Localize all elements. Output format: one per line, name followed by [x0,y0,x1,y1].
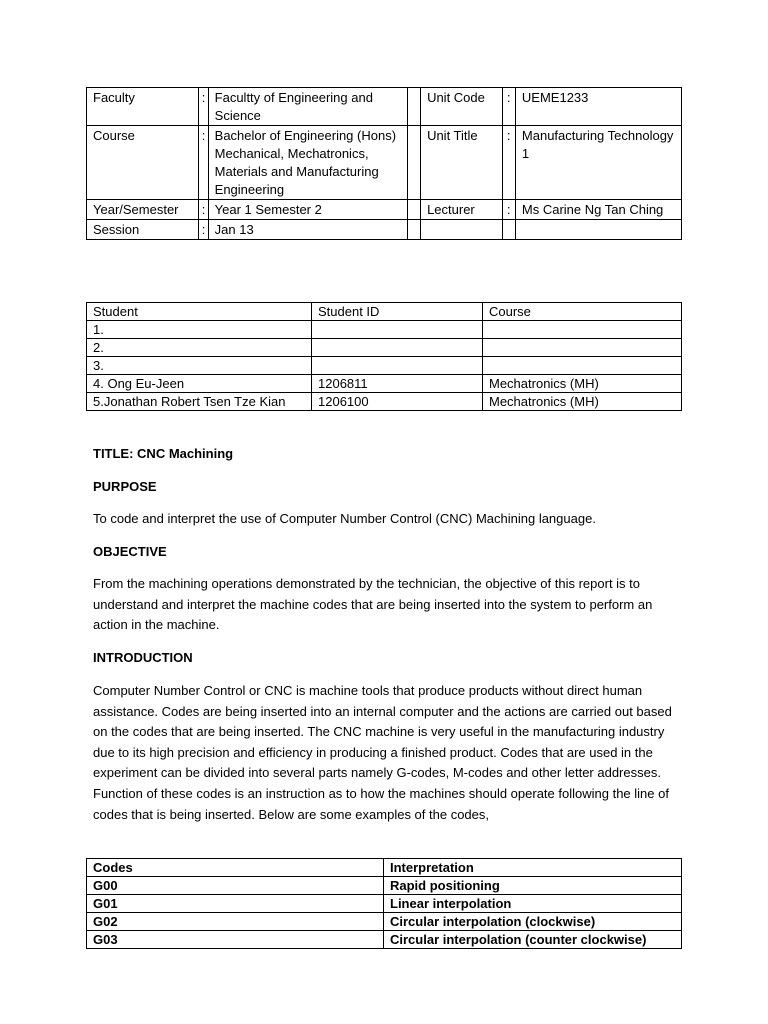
table-row [87,877,682,895]
code-value: G02 [87,913,384,931]
table-row [87,339,682,357]
info-row-session [87,220,682,240]
student-name: 2. [87,339,312,357]
empty-cell [421,220,502,240]
unit-title-label: Unit Title [421,126,502,200]
student-course [483,357,682,375]
student-table [86,302,682,411]
codes-table [86,858,682,949]
student-id [312,357,483,375]
interpretation-header: Interpretation [384,859,682,877]
student-course [483,339,682,357]
student-course: Mechatronics (MH) [483,375,682,393]
table-row [87,375,682,393]
student-header: Student [87,303,312,321]
faculty-label: Faculty [87,88,199,126]
purpose-text: To code and interpret the use of Computer Number Control (CNC) Machining language. [93,511,596,526]
code-value: G00 [87,877,384,895]
purpose-heading: PURPOSE [93,479,157,494]
spacer-cell [407,220,420,240]
student-name: 1. [87,321,312,339]
colon: : [199,220,208,240]
year-value: Year 1 Semester 2 [208,200,407,220]
code-interpretation: Circular interpolation (clockwise) [384,913,682,931]
empty-cell [502,220,515,240]
colon: : [502,200,515,220]
student-course: Mechatronics (MH) [483,393,682,411]
student-id [312,321,483,339]
spacer-cell [407,88,420,126]
code-value: G03 [87,931,384,949]
code-interpretation: Linear interpolation [384,895,682,913]
lecturer-value: Ms Carine Ng Tan Ching [515,200,681,220]
spacer-cell [407,126,420,200]
course-info-table [86,87,682,240]
empty-cell [515,220,681,240]
colon: : [199,200,208,220]
course-header: Course [483,303,682,321]
student-name: 3. [87,357,312,375]
introduction-heading: INTRODUCTION [93,650,193,665]
course-label: Course [87,126,199,200]
student-name: 5.Jonathan Robert Tsen Tze Kian [87,393,312,411]
student-id: 1206100 [312,393,483,411]
course-value: Bachelor of Engineering (Hons) Mechanical, Mechatronics, Materials and Manufacturing Engineering [208,126,407,200]
report-title: TITLE: CNC Machining [93,446,234,461]
info-row-course [87,126,682,200]
unit-title-value: Manufacturing Technology 1 [515,126,681,200]
student-name: 4. Ong Eu-Jeen [87,375,312,393]
code-value: G01 [87,895,384,913]
objective-text: From the machining operations demonstrated by the technician, the objective of this report is to understand and interpret the machine codes that are being inserted into the system to perform an action in the machine. [93,576,653,633]
code-interpretation: Circular interpolation (counter clockwise) [384,931,682,949]
session-label: Session [87,220,199,240]
codes-header: Codes [87,859,384,877]
student-id: 1206811 [312,375,483,393]
table-row [87,931,682,949]
introduction-text: Computer Number Control or CNC is machine tools that produce products without direct human assistance. Codes are being inserted into an internal computer and the actions are carried out based on the codes that are being inserted. The CNC machine is very useful in the manufacturing industry due to its high precision and efficiency in producing a finished product. Codes that are used in the experiment can be divided into several parts namely G-codes, M-codes and other letter addresses. Function of these codes is an instruction as to how the machines should operate following the line of codes that is being inserted. Below are some examples of the codes, [93,683,672,822]
table-row [87,357,682,375]
objective-heading: OBJECTIVE [93,544,167,559]
student-course [483,321,682,339]
colon: : [199,126,208,200]
unit-code-value: UEME1233 [515,88,681,126]
codes-header-row [87,859,682,877]
table-row [87,913,682,931]
unit-code-label: Unit Code [421,88,502,126]
session-value: Jan 13 [208,220,407,240]
colon: : [502,88,515,126]
lecturer-label: Lecturer [421,200,502,220]
table-row [87,895,682,913]
student-id [312,339,483,357]
table-row [87,321,682,339]
colon: : [502,126,515,200]
info-row-faculty [87,88,682,126]
student-header-row [87,303,682,321]
info-row-year [87,200,682,220]
year-label: Year/Semester [87,200,199,220]
student-id-header: Student ID [312,303,483,321]
code-interpretation: Rapid positioning [384,877,682,895]
colon: : [199,88,208,126]
table-row [87,393,682,411]
faculty-value: Facultty of Engineering and Science [208,88,407,126]
spacer-cell [407,200,420,220]
